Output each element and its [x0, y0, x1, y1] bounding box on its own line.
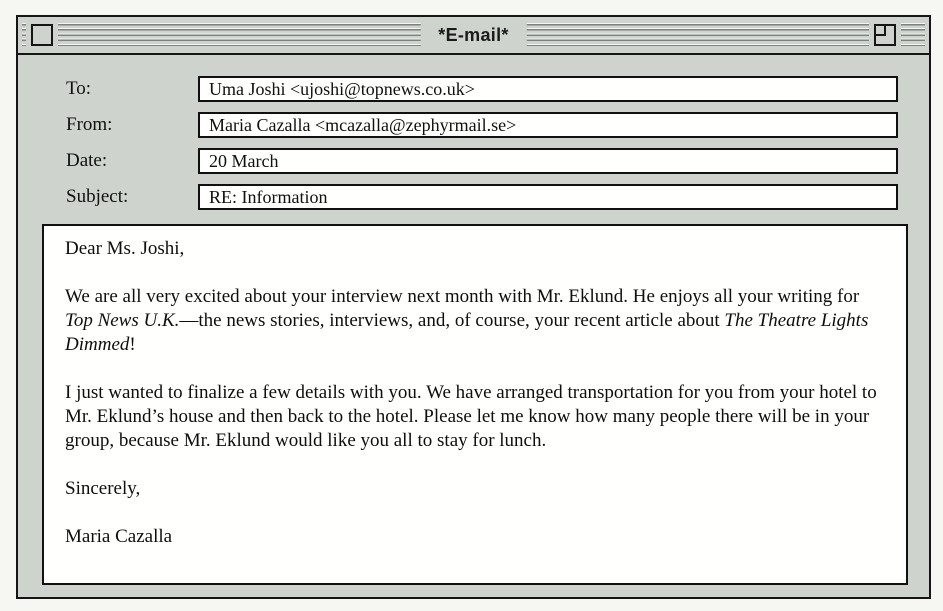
body-paragraph: Maria Cazalla: [65, 526, 173, 547]
window-title-text: *E-mail*: [438, 24, 509, 45]
window-titlebar[interactable]: [18, 17, 929, 55]
field-row-from: [66, 112, 929, 138]
field-row-subject: [66, 184, 929, 210]
zoom-box-icon[interactable]: [874, 24, 896, 46]
zoom-box-inner: [875, 25, 886, 36]
subject-field-value: RE: Information: [209, 186, 328, 207]
field-label-date: Date:: [66, 150, 108, 171]
body-paragraph: Dear Ms. Joshi,: [65, 238, 185, 259]
field-label-to: To:: [66, 78, 92, 99]
from-field[interactable]: [198, 112, 898, 138]
field-row-date: [66, 148, 929, 174]
field-label-subject: Subject:: [66, 186, 129, 207]
subject-field[interactable]: [198, 184, 898, 210]
to-field[interactable]: [198, 76, 898, 102]
field-row-to: [66, 76, 929, 102]
from-field-value: Maria Cazalla <mcazalla@zephyrmail.se>: [209, 114, 517, 135]
to-field-value: Uma Joshi <ujoshi@topnews.co.uk>: [209, 78, 475, 99]
email-window: [16, 15, 931, 599]
window-title: [420, 17, 526, 53]
field-label-from: From:: [66, 114, 113, 135]
body-paragraph: We are all very excited about your interview next month with Mr. Eklund. He enjoys all your writing for Top News U.K.—the news stories, interviews, and, of course, your recent article about The Theatre Lights Dimmed!: [65, 286, 869, 355]
body-paragraph: I just wanted to finalize a few details with you. We have arranged transportation for you from your hotel to Mr. Eklund’s house and then back to the hotel. Please let me know how many people there will be in your group, because Mr. Eklund would like you all to stay for lunch.: [65, 382, 877, 451]
email-body[interactable]: [42, 224, 908, 585]
date-field[interactable]: [198, 148, 898, 174]
body-paragraph: Sincerely,: [65, 478, 141, 499]
close-box-icon[interactable]: [31, 24, 53, 46]
date-field-value: 20 March: [209, 150, 279, 171]
email-body-text: [44, 226, 906, 549]
email-header-fields: [18, 55, 929, 210]
